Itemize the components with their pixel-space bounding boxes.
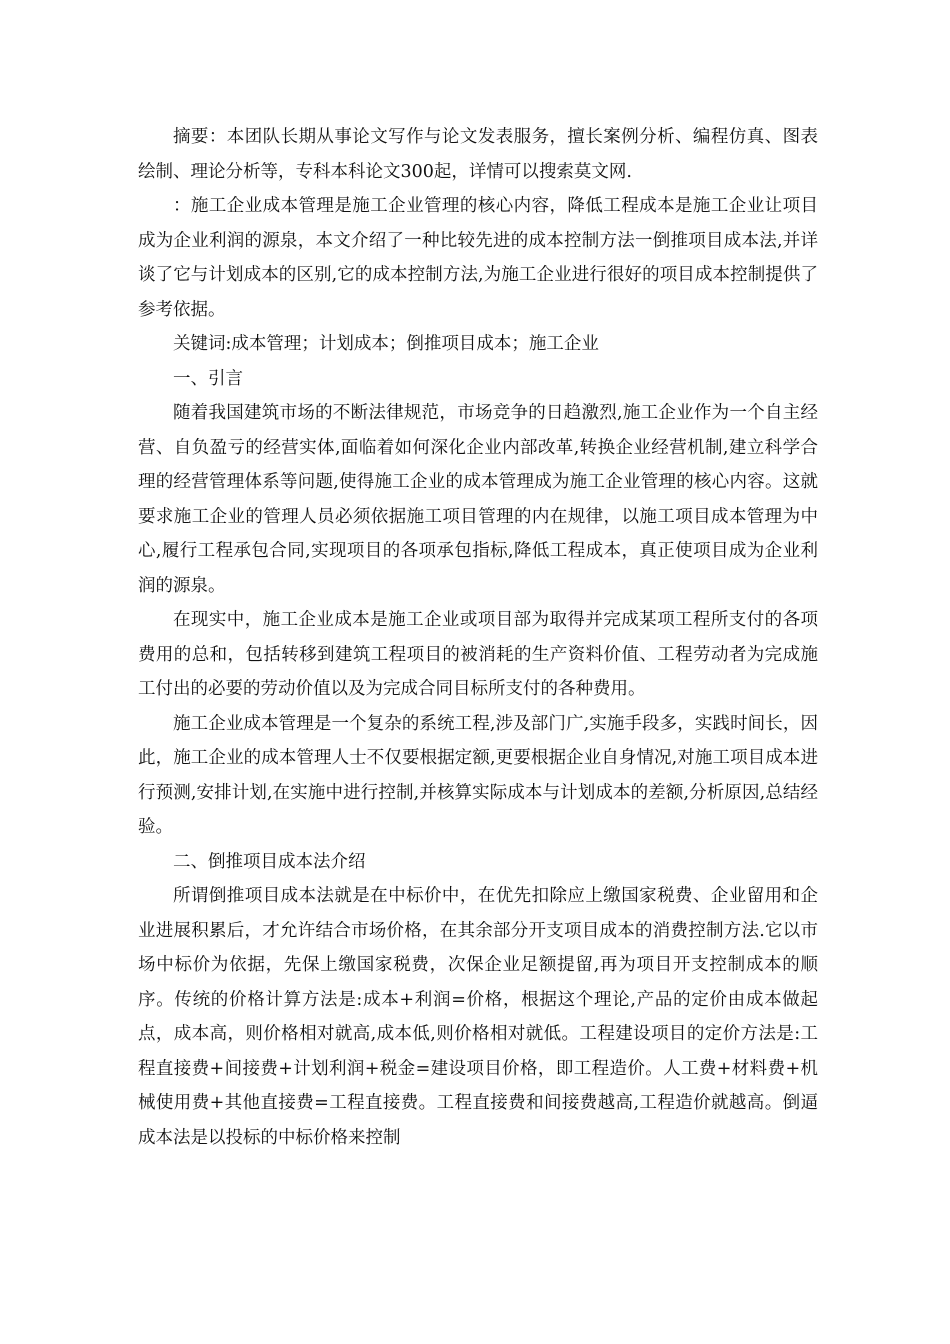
abstract-paragraph: ：施工企业成本管理是施工企业管理的核心内容，降低工程成本是施工企业让项目成为企业利润的源泉，本文介绍了一种比较先进的成本控制方法一倒推项目成本法,并详谈了它与计划成本的区别,它的成本控制方法,为施工企业进行很好的项目成本控制提供了参考依据。 — [138, 196, 818, 320]
document-body — [138, 120, 818, 1155]
introduction-paragraph-2: 在现实中，施工企业成本是施工企业或项目部为取得并完成某项工程所支付的各项费用的总和，包括转移到建筑工程项目的被消耗的生产资料价值、工程劳动者为完成施工付出的必要的劳动价值以及为完成合同目标所支付的各种费用。 — [138, 610, 818, 699]
reverse-costing-paragraph-1: 所谓倒推项目成本法就是在中标价中，在优先扣除应上缴国家税费、企业留用和企业进展积累后，才允许结合市场价格，在其余部分开支项目成本的消费控制方法.它以市场中标价为依据，先保上缴国家税费，次保企业足额提留,再为项目开支控制成本的顺序。传统的价格计算方法是:成本+利润=价格，根据这个理论,产品的定价由成本做起点，成本高，则价格相对就高,成本低,则价格相对就低。工程建设项目的定价方法是:工程直接费+间接费+计划利润+税金=建设项目价格，即工程造价。人工费+材料费+机械使用费+其他直接费=工程直接费。工程直接费和间接费越高,工程造价就越高。倒逼成本法是以投标的中标价格来控制 — [138, 886, 818, 1148]
introduction-paragraph-1: 随着我国建筑市场的不断法律规范，市场竞争的日趋激烈,施工企业作为一个自主经营、自负盈亏的经营实体,面临着如何深化企业内部改革,转换企业经营机制,建立科学合理的经营管理体系等问题,使得施工企业的成本管理成为施工企业管理的核心内容。这就要求施工企业的管理人员必须依据施工项目管理的内在规律，以施工项目成本管理为中心,履行工程承包合同,实现项目的各项承包指标,降低工程成本，真正使项目成为企业利润的源泉。 — [138, 403, 818, 596]
keywords-line: 关键词:成本管理；计划成本；倒推项目成本；施工企业 — [173, 334, 599, 354]
section-heading-reverse-costing: 二、倒推项目成本法介绍 — [173, 851, 366, 872]
introduction-paragraph-3: 施工企业成本管理是一个复杂的系统工程,涉及部门广,实施手段多，实践时间长，因此，施工企业的成本管理人士不仅要根据定额,更要根据企业自身情况,对施工项目成本进行预测,安排计划,在实施中进行控制,并核算实际成本与计划成本的差额,分析原因,总结经验。 — [138, 713, 818, 837]
abstract-intro-paragraph: 摘要：本团队长期从事论文写作与论文发表服务，擅长案例分析、编程仿真、图表绘制、理论分析等，专科本科论文300起，详情可以搜索莫文网. — [138, 127, 818, 182]
section-heading-introduction: 一、引言 — [173, 368, 243, 389]
